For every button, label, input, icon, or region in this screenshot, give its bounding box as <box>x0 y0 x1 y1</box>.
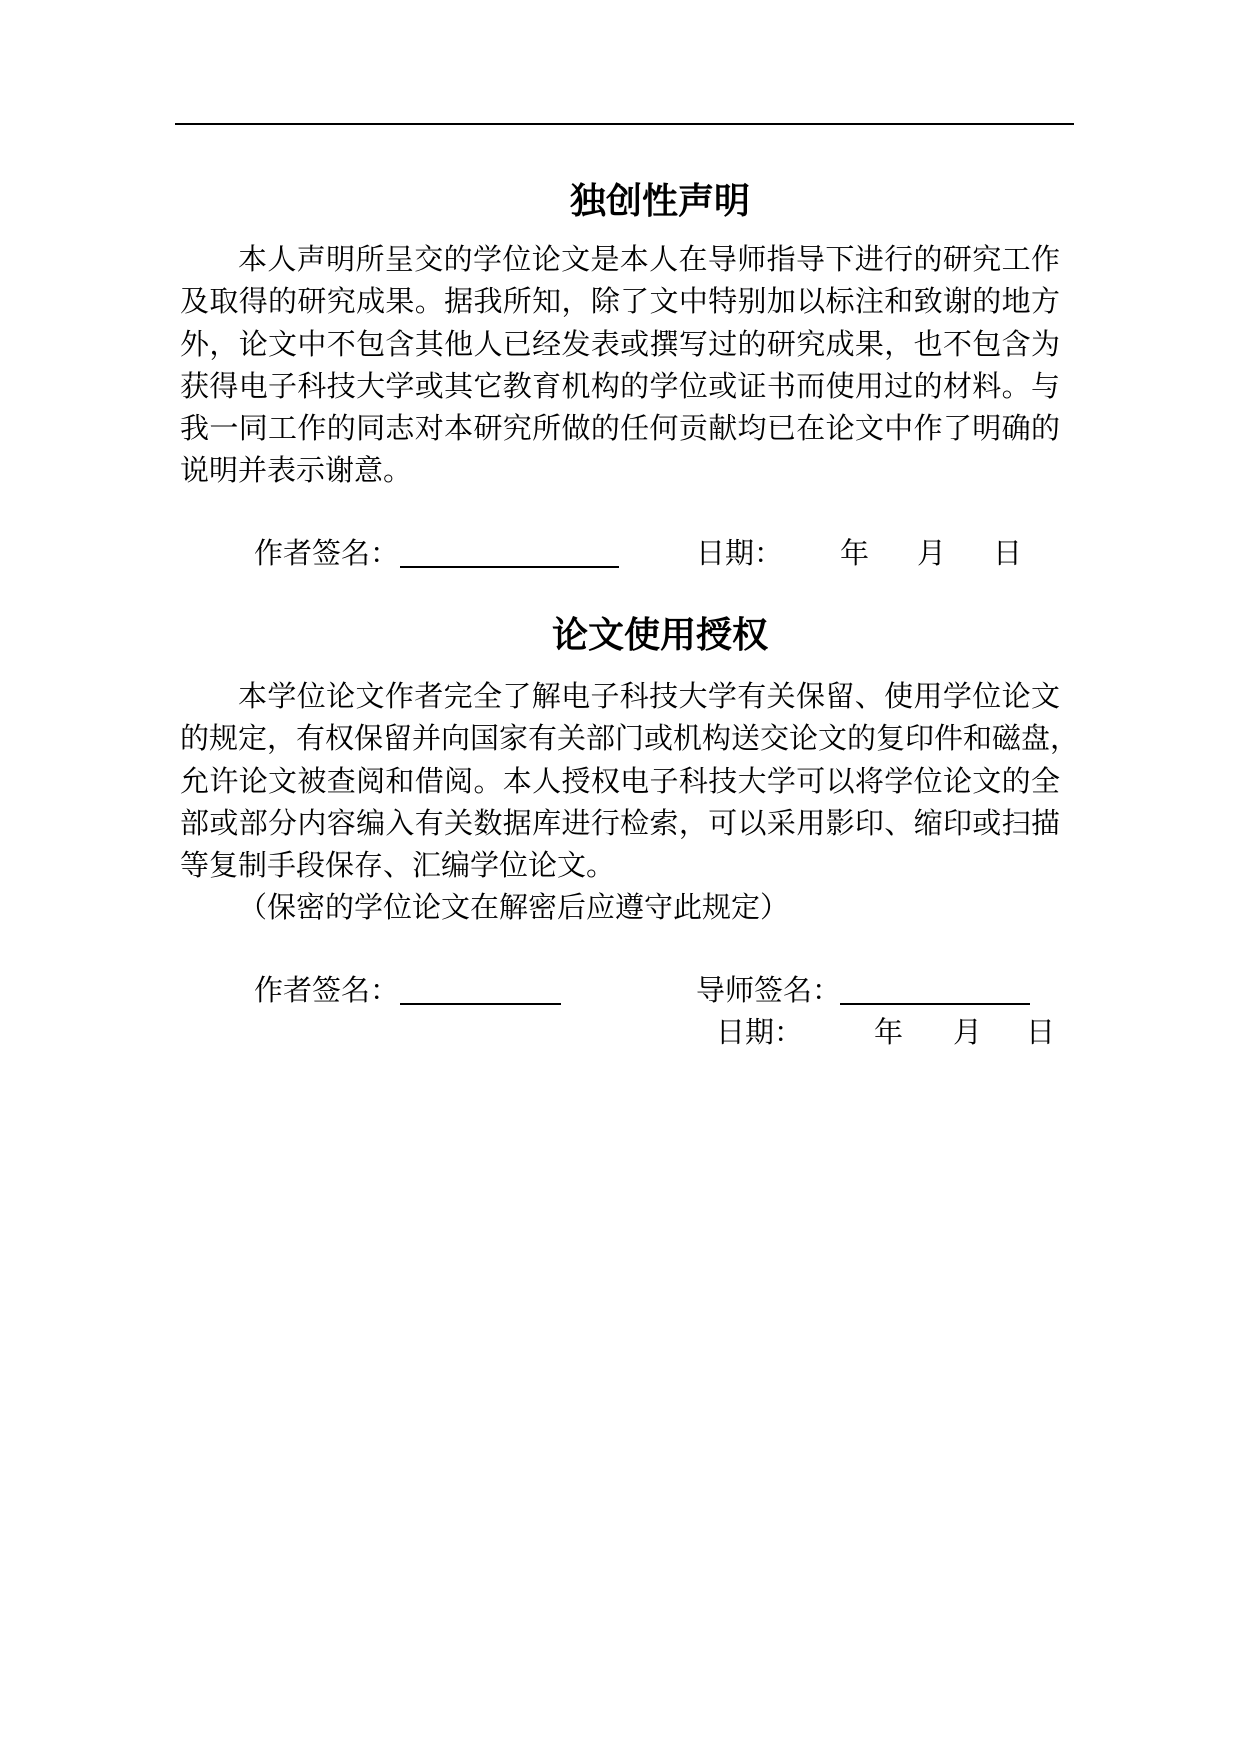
authorization-date-label: 日期： <box>716 1015 804 1049</box>
authorization-date-year: 年 <box>874 1015 904 1049</box>
advisor-signature-label: 导师签名： <box>696 973 842 1007</box>
authorization-title: 论文使用授权 <box>551 614 768 656</box>
authorization-date-month: 月 <box>953 1015 983 1049</box>
authorization-line: 本学位论文作者完全了解电子科技大学有关保留、使用学位论文 <box>238 679 1060 713</box>
statement-line: 本人声明所呈交的学位论文是本人在导师指导下进行的研究工作 <box>238 242 1060 276</box>
statement-date-year: 年 <box>840 536 870 570</box>
authorization-date-day: 日 <box>1026 1015 1056 1049</box>
statement-line: 我一同工作的同志对本研究所做的任何贡献均已在论文中作了明确的 <box>180 411 1060 446</box>
statement-line: 说明并表示谢意。 <box>180 453 413 488</box>
statement-author-signature-label: 作者签名： <box>254 536 400 570</box>
statement-title: 独创性声明 <box>569 180 750 222</box>
authorization-author-signature-blank <box>400 1003 561 1005</box>
authorization-line: 部或部分内容编入有关数据库进行检索，可以采用影印、缩印或扫描 <box>180 805 1060 840</box>
statement-date-day: 日 <box>993 536 1023 570</box>
statement-date-label: 日期： <box>696 536 784 570</box>
authorization-paragraph <box>180 675 1080 929</box>
advisor-signature-blank <box>840 1003 1030 1005</box>
statement-paragraph <box>180 238 1060 492</box>
authorization-line: 允许论文被查阅和借阅。本人授权电子科技大学可以将学位论文的全 <box>180 763 1060 798</box>
header-rule <box>175 123 1074 125</box>
statement-author-signature-blank <box>400 566 619 568</box>
authorization-line: 的规定，有权保留并向国家有关部门或机构送交论文的复印件和磁盘， <box>180 721 1080 756</box>
statement-date-month: 月 <box>917 536 947 570</box>
authorization-author-signature-label: 作者签名： <box>254 973 400 1007</box>
authorization-line: 等复制手段保存、汇编学位论文。 <box>180 848 616 883</box>
statement-line: 获得电子科技大学或其它教育机构的学位或证书而使用过的材料。与 <box>180 368 1060 403</box>
statement-line: 外，论文中不包含其他人已经发表或撰写过的研究成果，也不包含为 <box>180 326 1060 361</box>
statement-line: 及取得的研究成果。据我所知，除了文中特别加以标注和致谢的地方 <box>180 284 1060 319</box>
confidential-note: （保密的学位论文在解密后应遵守此规定） <box>238 890 790 925</box>
